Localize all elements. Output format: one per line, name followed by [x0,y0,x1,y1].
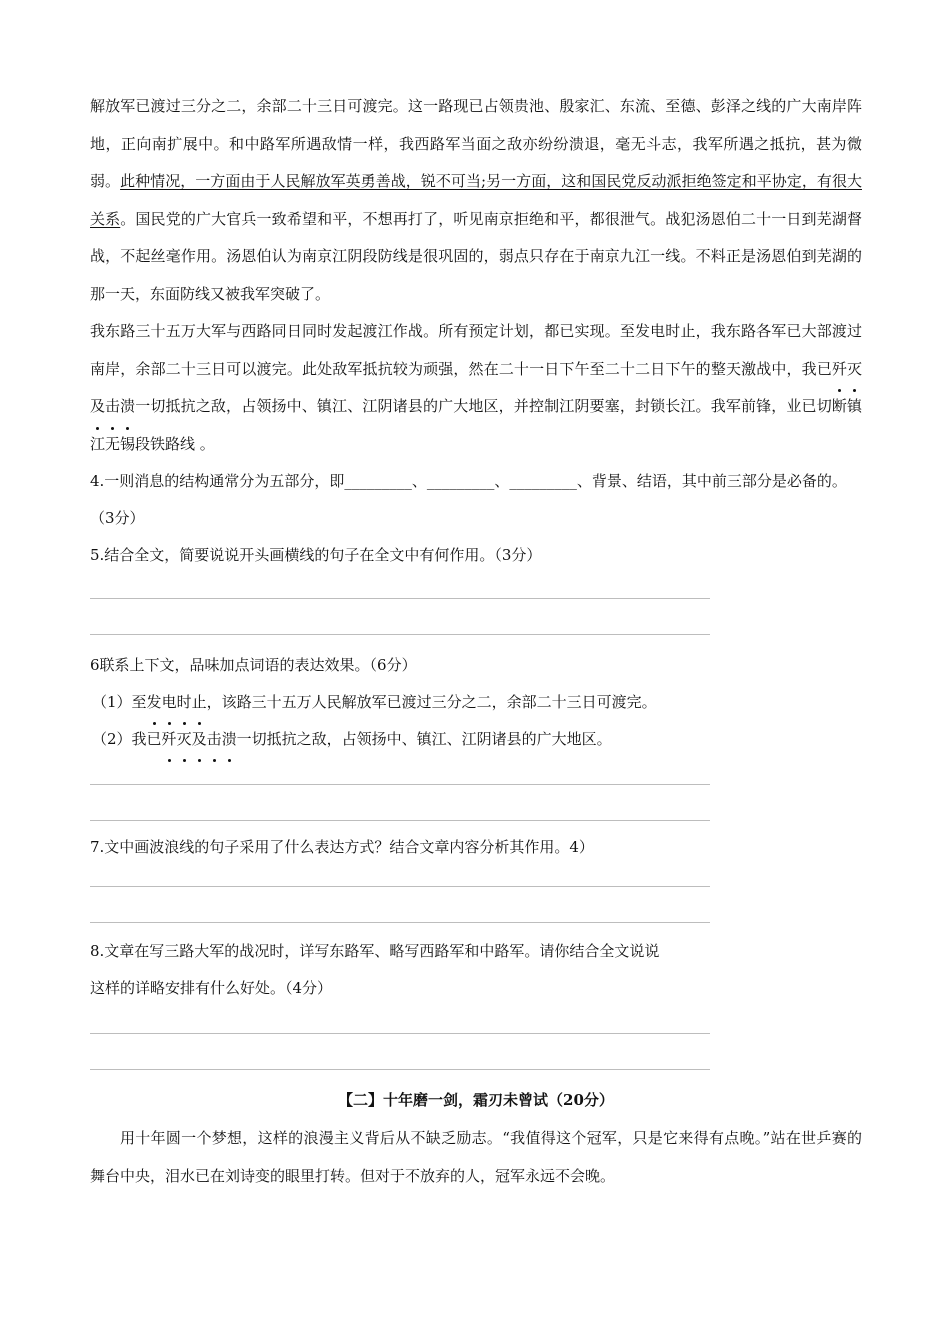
passage-text: 解放军已渡过三分之二，余部二十三日可渡完。这一路现已占领贵池、殷家汇、东流、至德、彭泽之线的广大南岸阵地，正向南扩展中。和中路军所遇敌情一样，我西路军当面之敌亦纷纷溃退，毫无斗志，我军所遇之抵抗，甚为微弱。 [90,97,862,190]
dotted-character: 及 [90,388,105,426]
dotted-words [162,730,237,748]
passage-text: 一切抵抗之敌，占领扬中、镇江、江阴诸县的广大地区，并控制江阴要塞，封锁长江。我军前锋，业已切断镇江无锡段铁路线 。 [90,397,862,453]
question-5: 5.结合全文，简要说说开头画横线的句子在全文中有何作用。（3分） [90,546,542,564]
section-2-paragraph: 用十年圆一个梦想，这样的浪漫主义背后从不缺乏励志。“我值得这个冠军，只是它来得有点晚。”站在世乒赛的舞台中央，泪水已在刘诗变的眼里打转。但对于不放弃的人，冠军永远不会晚。 [90,1129,862,1185]
passage-paragraph-1 [90,88,862,313]
dotted-character: 发 [147,684,162,721]
dotted-character: 歼 [832,351,847,389]
dotted-character: 灭 [847,351,862,389]
question-8-line-1: 8.文章在写三路大军的战况时，详写东路军、略写西路军和中路军。请你结合全文说说 [90,942,660,960]
dotted-character: 电 [162,684,177,721]
dotted-character: 及 [192,721,207,758]
question-4: 4.一则消息的结构通常分为五部分，即_________、_________、_________、背景、结语，其中前三部分是必备的。（3分） [90,472,847,527]
q6-2-prefix: （2）我已 [92,730,162,748]
q6-1-suffix: ，该路三十五万人民解放军已渡过三分之二，余部二十三日可渡完。 [206,693,657,711]
q6-2-suffix: 一切抵抗之敌，占领扬中、镇江、江阴诸县的广大地区。 [236,730,612,748]
dotted-character: 击 [105,388,120,426]
dotted-character: 时 [177,684,192,721]
passage-text: 我东路三十五万大军与西路同日同时发起渡江作战。所有预定计划，都已实现。至发电时止，我东路各军已大部渡过南岸，余部二十三日可以渡完。此处敌军抵抗较为顽强，然在二十一日下午至二十二日下午的整天激战中，我已 [90,322,862,378]
question-8-line-2: 这样的详略安排有什么好处。（4分） [90,979,333,997]
dotted-character: 击 [207,721,222,758]
dotted-words [147,693,207,711]
dotted-character: 溃 [222,721,237,758]
question-6-item-2 [90,721,862,758]
question-6-item-1 [90,684,862,721]
passage-paragraph-2 [90,313,862,463]
question-6: 6联系上下文，品味加点词语的表达效果。（6分） [90,656,417,674]
dotted-character: 歼 [162,721,177,758]
section-2-title: 【二】十年磨一剑，霜刃未曾试（20分） [338,1091,614,1109]
question-7: 7.文中画波浪线的句子采用了什么表达方式？结合文章内容分析其作用。4） [90,838,594,856]
dotted-character: 溃 [120,388,135,426]
underlined-sentence: 此种情况，一方面由于人民解放军英勇善战，锐不可当;另一方面，这和国民党反动派拒绝签定和平协定，有很大关系 [90,172,862,228]
exam-page [90,88,862,1195]
q6-1-prefix: （1）至 [92,693,147,711]
dotted-character: 止 [192,684,207,721]
passage-text: 。国民党的广大官兵一致希望和平，不想再打了，听见南京拒绝和平，都很泄气。战犯汤恩伯二十一日到芜湖督战，不起丝毫作用。汤恩伯认为南京江阴段防线是很巩固的，弱点只存在于南京九江一线。不料正是汤恩伯到芜湖的那一天，东面防线又被我军突破了。 [90,209,862,303]
dotted-character: 灭 [177,721,192,758]
